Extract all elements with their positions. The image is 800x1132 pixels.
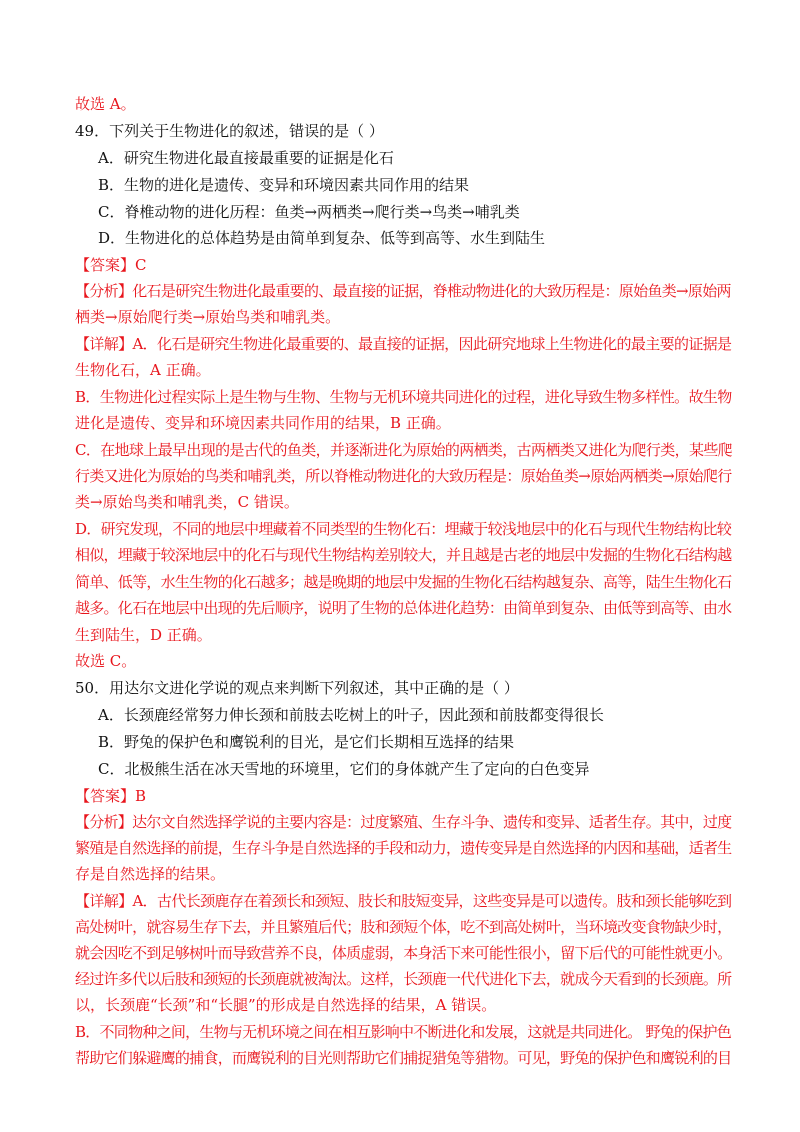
q50-stem: 50．用达尔文进化学说的观点来判断下列叙述，其中正确的是（ ） — [75, 679, 519, 697]
q49-detail-line: 相似，埋藏于较深地层中的化石与现代生物结构差别较大，并且越是古老的地层中发掘的生物化石结构越 — [75, 546, 732, 564]
q50-detail-line: 【详解】A．古代长颈鹿存在着颈长和颈短、肢长和肢短变异，这些变异是可以遗传。肢和颈长能够吃到 — [75, 892, 732, 910]
q49-detail-line: 行类又进化为原始的鸟类和哺乳类，所以脊椎动物进化的大致历程是：原始鱼类→原始两栖类→原始爬行 — [75, 467, 732, 485]
q49-stem: 49．下列关于生物进化的叙述，错误的是（ ） — [75, 122, 384, 140]
q50-option-c: C．北极熊生活在冰天雪地的环境里，它们的身体就产生了定向的白色变异 — [98, 760, 590, 778]
q50-option-b: B．野兔的保护色和鹰锐利的目光，是它们长期相互选择的结果 — [98, 733, 515, 751]
q49-answer: 【答案】C — [75, 256, 147, 274]
q49-option-d: D．生物进化的总体趋势是由简单到复杂、低等到高等、水生到陆生 — [98, 229, 546, 247]
q49-detail-line: 进化是遗传、变异和环境因素共同作用的结果，B 正确。 — [75, 414, 451, 432]
q49-analysis-line: 栖类→原始爬行类→原始鸟类和哺乳类。 — [75, 308, 341, 326]
q49-option-c: C．脊椎动物的进化历程：鱼类→两栖类→爬行类→鸟类→哺乳类 — [98, 203, 520, 221]
q49-conclusion: 故选 C。 — [75, 652, 137, 670]
q49-option-b: B．生物的进化是遗传、变异和环境因素共同作用的结果 — [98, 176, 470, 194]
q50-analysis-line: 存是自然选择的结果。 — [75, 865, 226, 883]
q49-detail-line: 生物化石，A 正确。 — [75, 361, 211, 379]
q50-detail-line: 经过许多代以后肢和颈短的长颈鹿就被淘汰。这样，长颈鹿一代代进化下去，就成今天看到的长颈鹿。所 — [75, 970, 732, 988]
q50-option-a: A．长颈鹿经常努力伸长颈和前肢去吃树上的叶子，因此颈和前肢都变得很长 — [98, 706, 604, 724]
q49-detail-line: 简单、低等，水生生物的化石越多；越是晚期的地层中发掘的生物化石结构越复杂、高等，陆生生物化石 — [75, 573, 732, 591]
q50-detail-line: 高处树叶，就容易生存下去，并且繁殖后代；肢和颈短个体，吃不到高处树叶，当环境改变食物缺少时， — [75, 918, 732, 936]
q49-detail-line: 【详解】A．化石是研究生物进化最重要的、最直接的证据，因此研究地球上生物进化的最主要的证据是 — [75, 335, 732, 353]
q49-detail-line: B．生物进化过程实际上是生物与生物、生物与无机环境共同进化的过程，进化导致生物多样性。故生物 — [75, 388, 732, 406]
q50-analysis-line: 【分析】达尔文自然选择学说的主要内容是：过度繁殖、生存斗争、遗传和变异、适者生存。其中，过度 — [75, 813, 732, 831]
q49-detail-line: 类→原始鸟类和哺乳类，C 错误。 — [75, 493, 299, 511]
q50-detail-line: 帮助它们躲避鹰的捕食，而鹰锐利的目光则帮助它们捕捉猎兔等猎物。可见，野兔的保护色和鹰锐利的目 — [75, 1049, 732, 1067]
q49-detail-line: 生到陆生，D 正确。 — [75, 626, 212, 644]
q50-detail-line: 就会因吃不到足够树叶而导致营养不良，体质虚弱，本身活下来可能性很小，留下后代的可能性就更小。 — [75, 944, 732, 962]
q49-option-a: A．研究生物进化最直接最重要的证据是化石 — [98, 149, 394, 167]
q50-analysis-line: 繁殖是自然选择的前提，生存斗争是自然选择的手段和动力，遗传变异是自然选择的内因和基础，适者生 — [75, 839, 732, 857]
q49-detail-line: D．研究发现，不同的地层中埋藏着不同类型的生物化石：埋藏于较浅地层中的化石与现代生物结构比较 — [75, 520, 732, 538]
q49-analysis-line: 【分析】化石是研究生物进化最重要的、最直接的证据，脊椎动物进化的大致历程是：原始鱼类→原始两 — [75, 282, 731, 300]
q50-answer: 【答案】B — [75, 787, 147, 805]
q50-detail-line: 以，长颈鹿“长颈”和“长腿”的形成是自然选择的结果，A 错误。 — [75, 996, 497, 1014]
q49-detail-line: 越多。化石在地层中出现的先后顺序，说明了生物的总体进化趋势：由简单到复杂、由低等到高等、由水 — [75, 599, 732, 617]
q48-conclusion: 故选 A。 — [75, 95, 136, 113]
q50-detail-line: B．不同物种之间，生物与无机环境之间在相互影响中不断进化和发展，这就是共同进化。 野兔的保护色 — [75, 1023, 732, 1041]
q49-detail-line: C．在地球上最早出现的是古代的鱼类，并逐渐进化为原始的两栖类，古两栖类又进化为爬行类，某些爬 — [75, 441, 733, 459]
